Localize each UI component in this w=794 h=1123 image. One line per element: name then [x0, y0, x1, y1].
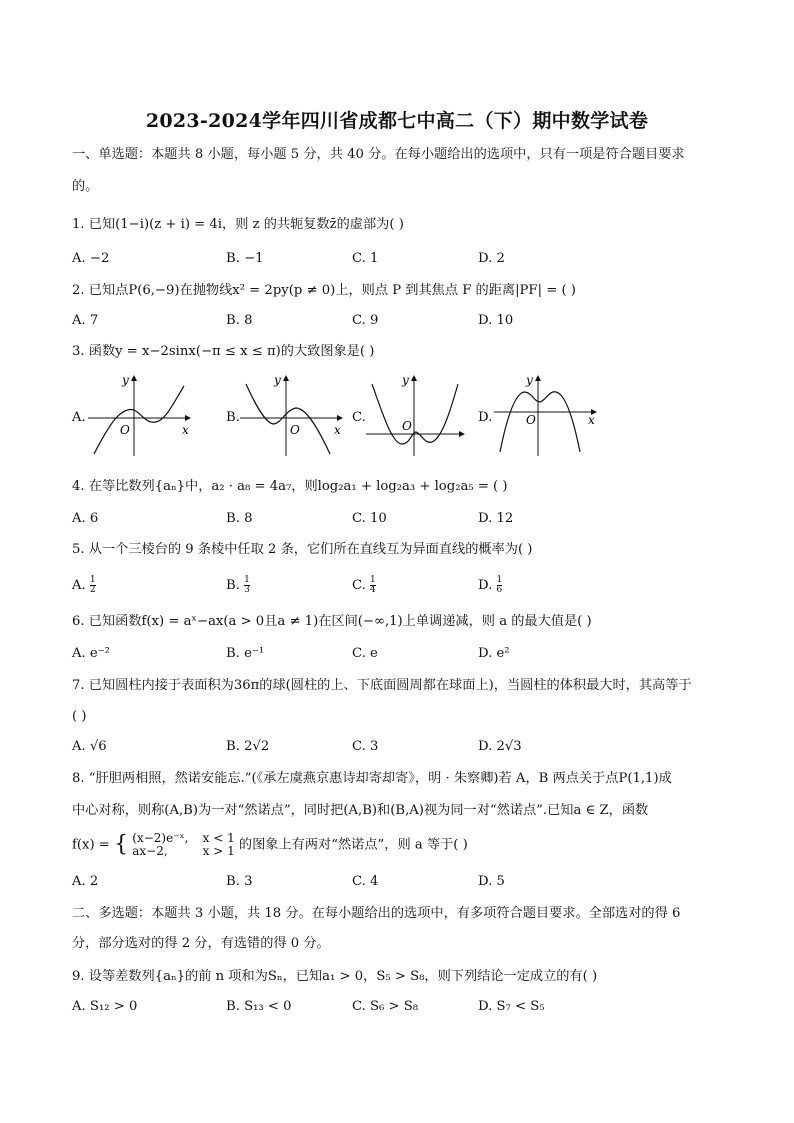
q4-option-b: B. 8 [226, 511, 253, 526]
question-8-line-2: 中心对称，则称(A,B)为一对“然诺点”，同时把(A,B)和(B,A)视为同一对“然诺点”.已知a ∈ Z，函数 [72, 803, 649, 818]
piecewise-expressions: (x−2)e⁻ˣ, ax−2, [132, 831, 189, 858]
graph-a-origin: O [120, 423, 130, 437]
piecewise-conditions: x < 1 x > 1 [202, 831, 235, 858]
q1-option-a: A. −2 [72, 251, 110, 266]
question-8-line-1: 8. “肝胆两相照，然诺安能忘.”(《承左虞燕京惠诗却寄却寄》，明 · 朱察卿)若 A，B 两点关于点P(1,1)成 [72, 771, 672, 786]
question-1-stem: 1. 已知(1−i)(z + i) = 4i，则 z 的共轭复数z̄的虚部为( ) [72, 217, 404, 232]
question-2-stem: 2. 已知点P(6,−9)在抛物线x² = 2py(p ≠ 0)上，则点 P 到其焦点 F 的距离|PF| = ( ) [72, 283, 576, 298]
question-7-stem: 7. 已知圆柱内接于表面积为36π的球(圆柱的上、下底面圆周都在球面上)，当圆柱的体积最大时，其高等于 [72, 678, 692, 693]
q2-option-c: C. 9 [352, 313, 379, 328]
q9-option-c: C. S₆ > S₈ [352, 999, 419, 1014]
section-1-header-cont: 的。 [72, 179, 99, 194]
q5-option-b-fraction: $\frac{1}{3}$ [244, 575, 250, 595]
q7-option-a: A. √6 [72, 739, 107, 754]
q5-option-d: D. $\frac{1}{6}$ [478, 575, 503, 595]
graph-b [238, 372, 350, 458]
graph-b-label: B. [226, 410, 240, 425]
section-2-header: 二、多选题：本题共 3 小题，共 18 分。在每小题给出的选项中，有多项符合题目要求。全部选对的得 6 [72, 906, 681, 921]
question-8-line-3: f(x) = { (x−2)e⁻ˣ, ax−2, x < 1 x > 1 的图象上有两对“然诺点”，则 a 等于( ) [72, 831, 468, 858]
q7-option-c: C. 3 [352, 739, 379, 754]
q6-option-a: A. e⁻² [72, 646, 110, 661]
graph-c-label: C. [352, 410, 366, 425]
graph-c-y-label: y [402, 373, 409, 387]
q9-option-b: B. S₁₃ < 0 [226, 999, 292, 1014]
q6-option-c: C. e [352, 646, 378, 661]
graph-d [492, 372, 604, 458]
q6-option-b: B. e⁻¹ [226, 646, 265, 661]
q2-option-a: A. 7 [72, 313, 99, 328]
question-5-stem: 5. 从一个三棱台的 9 条棱中任取 2 条，它们所在直线互为异面直线的概率为( ) [72, 542, 533, 557]
q8-option-c: C. 4 [352, 874, 379, 889]
graph-b-curve [246, 384, 330, 454]
graph-c [364, 372, 470, 458]
question-4-stem: 4. 在等比数列{aₙ}中，a₂ · a₈ = 4a₇，则log₂a₁ + log₂a₃ + log₂a₅ = ( ) [72, 479, 508, 494]
graph-d-label: D. [478, 410, 493, 425]
graph-a-label: A. [72, 410, 86, 425]
q2-option-d: D. 10 [478, 313, 514, 328]
question-6-stem: 6. 已知函数f(x) = aˣ−ax(a > 0且a ≠ 1)在区间(−∞,1)上单调递减，则 a 的最大值是( ) [72, 614, 592, 629]
graph-b-origin: O [290, 423, 300, 437]
q7-option-d: D. 2√3 [478, 739, 522, 754]
q1-option-b: B. −1 [226, 251, 264, 266]
q5-option-a-fraction: $\frac{1}{2}$ [89, 575, 96, 595]
q5-option-c-fraction: $\frac{1}{4}$ [370, 575, 376, 595]
section-2-header-cont: 分，部分选对的得 2 分，有选错的得 0 分。 [72, 936, 330, 951]
graph-b-x-label: x [334, 423, 341, 437]
q8-option-b: B. 3 [226, 874, 253, 889]
graph-d-x-label: x [588, 413, 595, 427]
q9-option-d: D. S₇ < S₅ [478, 999, 545, 1014]
question-9-stem: 9. 设等差数列{aₙ}的前 n 项和为Sₙ，已知a₁ > 0，S₅ > S₈，则下列结论一定成立的有( ) [72, 969, 598, 984]
q5-option-b: B. $\frac{1}{3}$ [226, 575, 250, 595]
page-title: 2023-2024学年四川省成都七中高二（下）期中数学试卷 [145, 110, 649, 132]
q8-option-d: D. 5 [478, 874, 505, 889]
q5-option-d-fraction: $\frac{1}{6}$ [496, 575, 503, 595]
piecewise-brace: { [114, 832, 129, 857]
graph-c-curve [372, 384, 458, 444]
graph-b-y-label: y [274, 373, 281, 387]
graph-a-x-label: x [182, 423, 189, 437]
graph-a [86, 372, 198, 458]
q4-option-a: A. 6 [72, 511, 99, 526]
graph-a-y-label: y [122, 373, 129, 387]
q5-option-c: C. $\frac{1}{4}$ [352, 575, 376, 595]
q2-option-b: B. 8 [226, 313, 253, 328]
section-1-header: 一、单选题：本题共 8 小题，每小题 5 分，共 40 分。在每小题给出的选项中，只有一项是符合题目要求 [72, 147, 685, 162]
graph-a-curve [94, 386, 184, 454]
question-7-stem-cont: ( ) [72, 709, 87, 724]
q5-option-a: A. $\frac{1}{2}$ [72, 575, 96, 595]
question-3-stem: 3. 函数y = x−2sinx(−π ≤ x ≤ π)的大致图象是( ) [72, 344, 375, 359]
q8-option-a: A. 2 [72, 874, 99, 889]
graph-c-origin: O [402, 419, 412, 433]
graph-d-y-label: y [526, 373, 533, 387]
q4-option-d: D. 12 [478, 511, 514, 526]
q7-option-b: B. 2√2 [226, 739, 270, 754]
graph-d-curve [500, 392, 580, 452]
graph-d-origin: O [526, 413, 536, 427]
q9-option-a: A. S₁₂ > 0 [72, 999, 138, 1014]
q1-option-d: D. 2 [478, 251, 505, 266]
q1-option-c: C. 1 [352, 251, 379, 266]
q6-option-d: D. e² [478, 646, 510, 661]
q4-option-c: C. 10 [352, 511, 387, 526]
